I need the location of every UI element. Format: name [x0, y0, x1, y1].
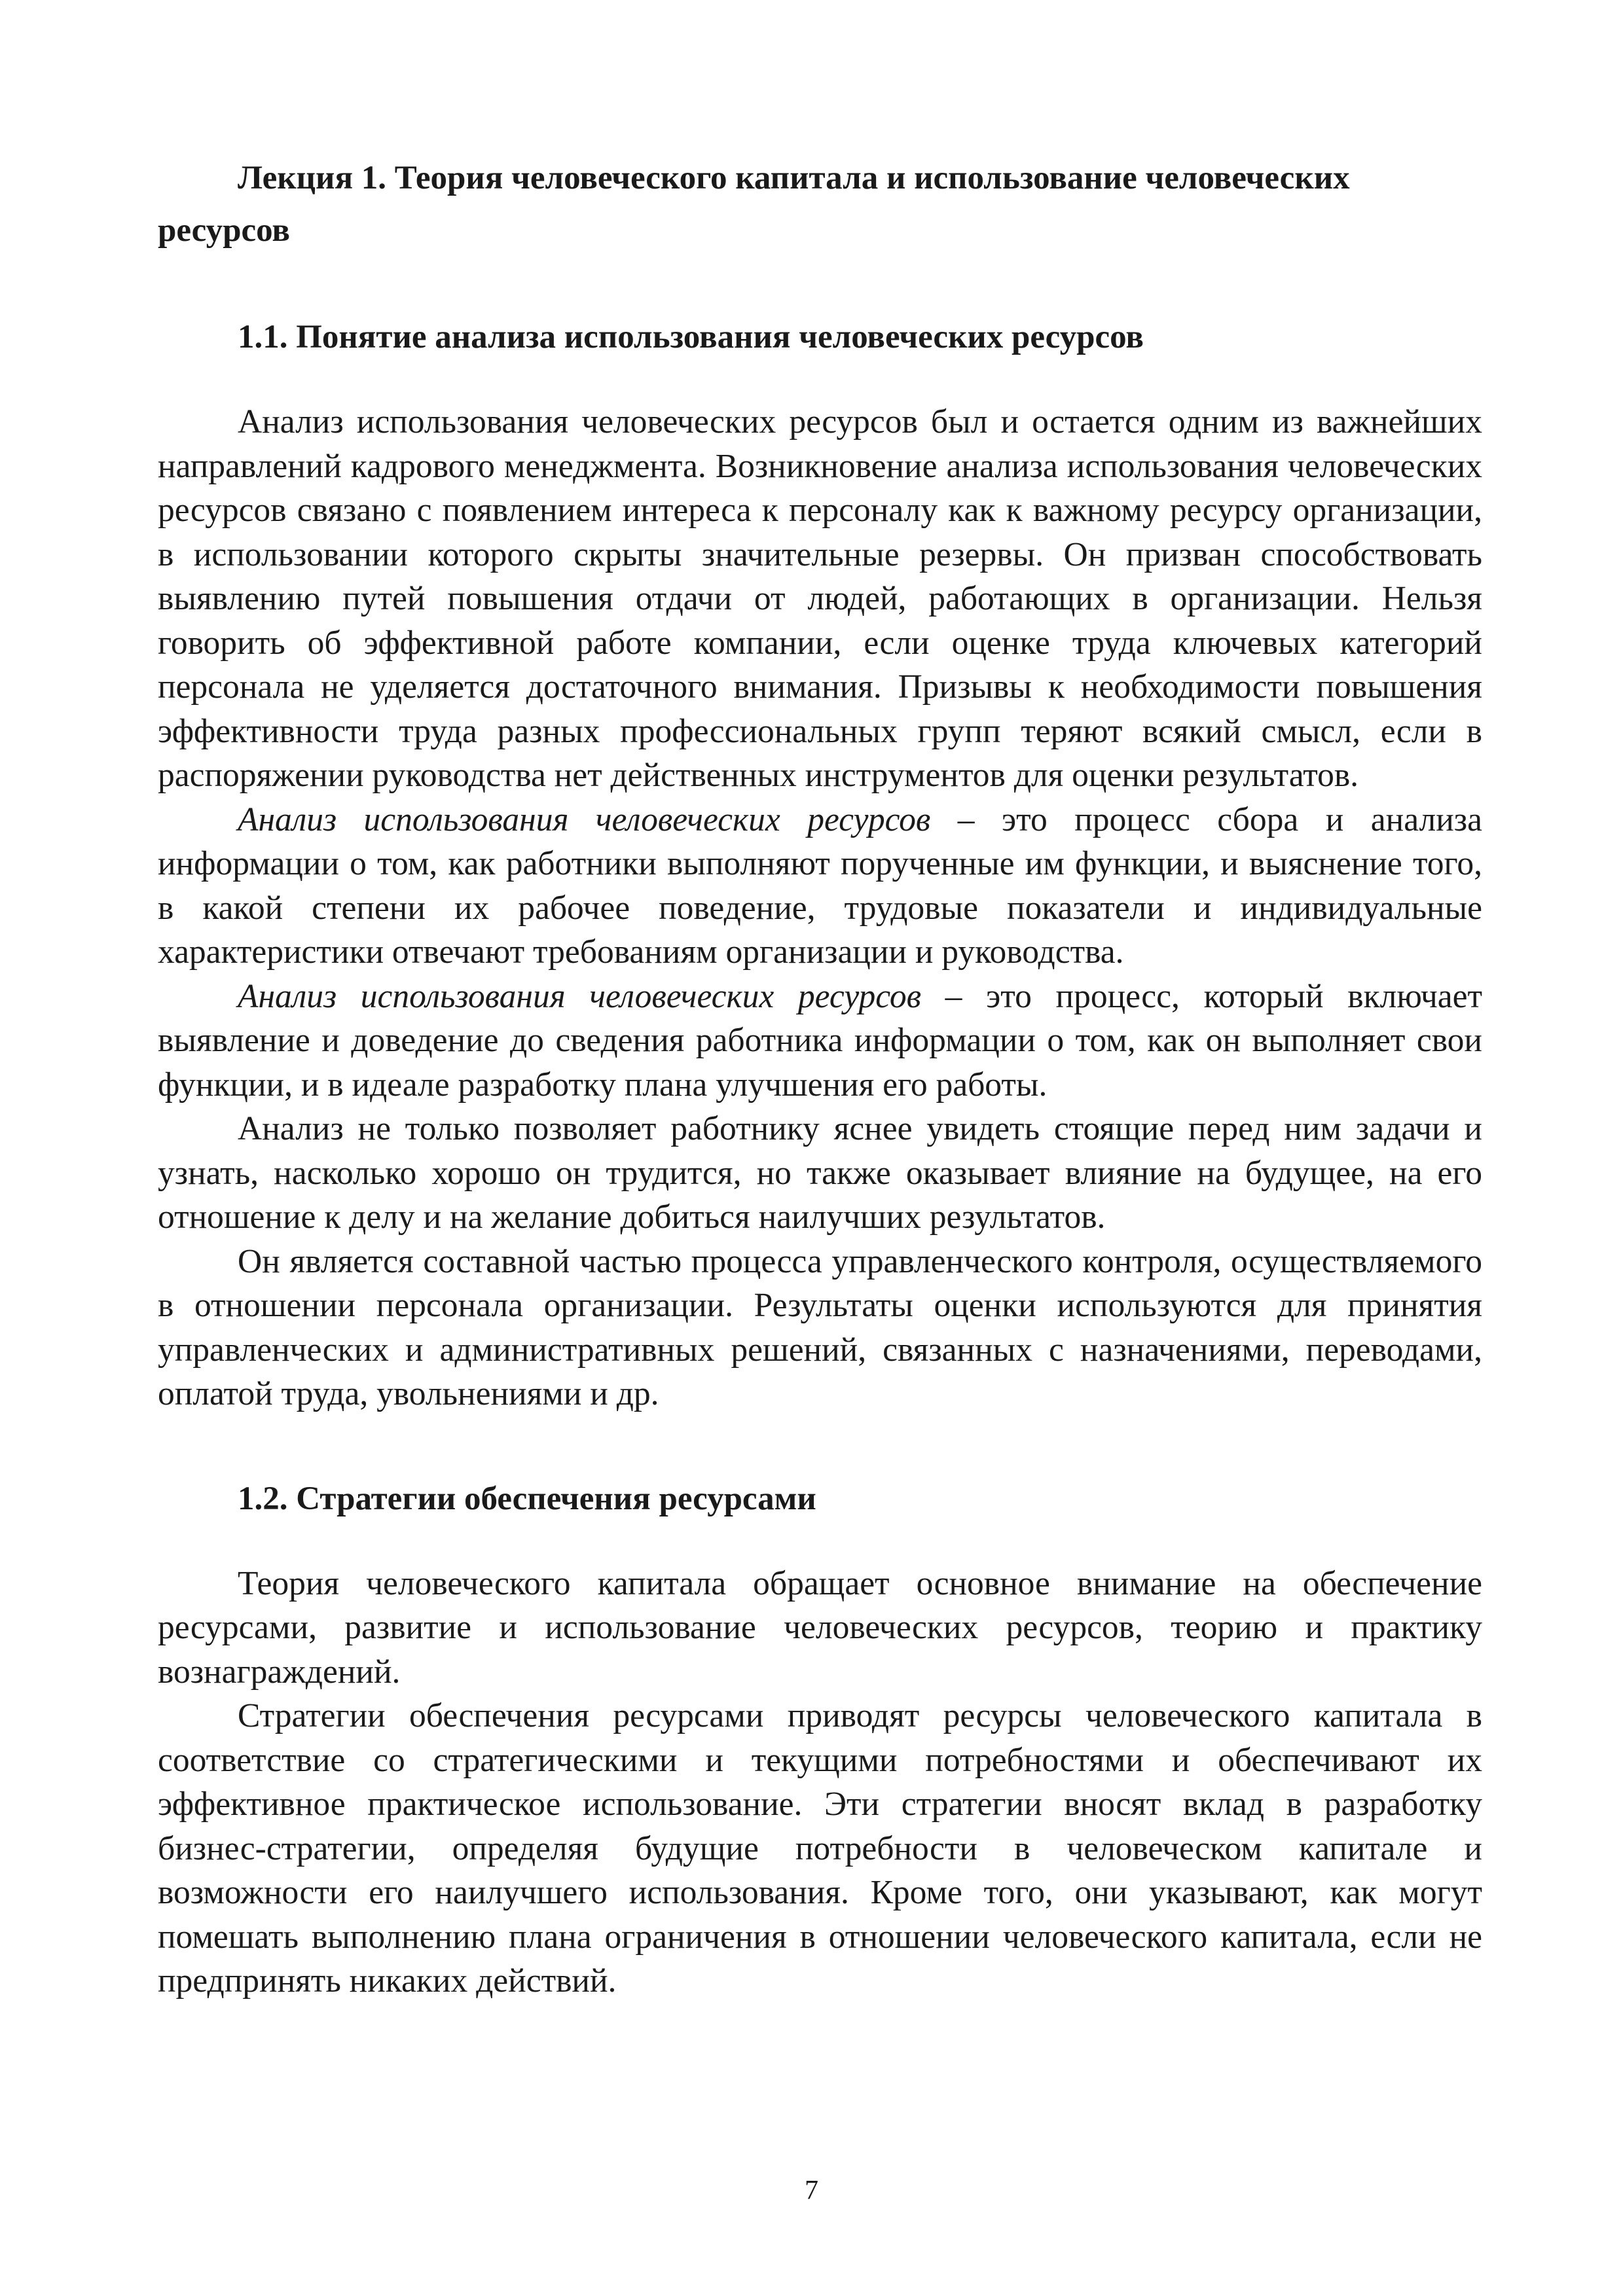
section-1-paragraph-2: [158, 798, 1482, 975]
definition-term: Анализ использования человеческих ресурсов: [238, 800, 931, 838]
definition-term: Анализ использования человеческих ресурсов: [238, 977, 921, 1015]
definition-text: – это процесс сбора и анализа информации о том, как работники выполняют порученные им функции, и выяснение того, в какой степени их рабочее поведение, трудовые показатели и индивидуальные характеристики отвечают требованиям организации и руководства.: [158, 800, 1482, 971]
section-1-title: 1.1. Понятие анализа использования человеческих ресурсов: [238, 319, 1144, 355]
lecture-title: Лекция 1. Теория человеческого капитала и использование человеческих ресурсов: [158, 160, 1350, 249]
section-1-paragraph-4: Анализ не только позволяет работнику яснее увидеть стоящие перед ним задачи и узнать, насколько хорошо он трудится, но также оказывает влияние на будущее, на его отношение к делу и на желание добиться наилучших результатов.: [158, 1110, 1482, 1236]
page-number: 7: [805, 2176, 818, 2206]
page-content: [158, 152, 1482, 2003]
section-1-paragraph-5: Он является составной частью процесса управленческого контроля, осуществляемого в отношении персонала организации. Результаты оценки используются для принятия управленческих и административных решений, связанных с назначениями, переводами, оплатой труда, увольнениями и др.: [158, 1242, 1482, 1412]
section-1-paragraph-3: [158, 975, 1482, 1107]
section-2-title: 1.2. Стратегии обеспечения ресурсами: [238, 1480, 816, 1517]
section-1-paragraph-1: Анализ использования человеческих ресурсов был и остается одним из важнейших направлений кадрового менеджмента. Возникновение анализа использования человеческих ресурсов связано с появлением интереса к персоналу как к важному ресурсу организации, в использовании которого скрыты значительные резервы. Он призван способствовать выявлению путей повышения отдачи от людей, работающих в организации. Нельзя говорить об эффективной работе компании, если оценке труда ключевых категорий персонала не уделяется достаточного внимания. Призывы к необходимости повышения эффективности труда разных профессиональных групп теряют всякий смысл, если в распоряжении руководства нет действенных инструментов для оценки результатов.: [158, 403, 1482, 794]
section-2-paragraph-2: Стратегии обеспечения ресурсами приводят ресурсы человеческого капитала в соответствие со стратегическими и текущими потребностями и обеспечивают их эффективное практическое использование. Эти стратегии вносят вклад в разработку бизнес-стратегии, определяя будущие потребности в человеческом капитале и возможности его наилучшего использования. Кроме того, они указывают, как могут помешать выполнению плана ограничения в отношении человеческого капитала, если не предпринять никаких действий.: [158, 1697, 1482, 2000]
section-2-paragraph-1: Теория человеческого капитала обращает основное внимание на обеспечение ресурсами, развитие и использование человеческих ресурсов, теорию и практику вознаграждений.: [158, 1564, 1482, 1691]
definition-text: – это процесс, который включает выявление и доведение до сведения работника информации о том, как он выполняет свои функции, и в идеале разработку плана улучшения его работы.: [158, 977, 1482, 1103]
